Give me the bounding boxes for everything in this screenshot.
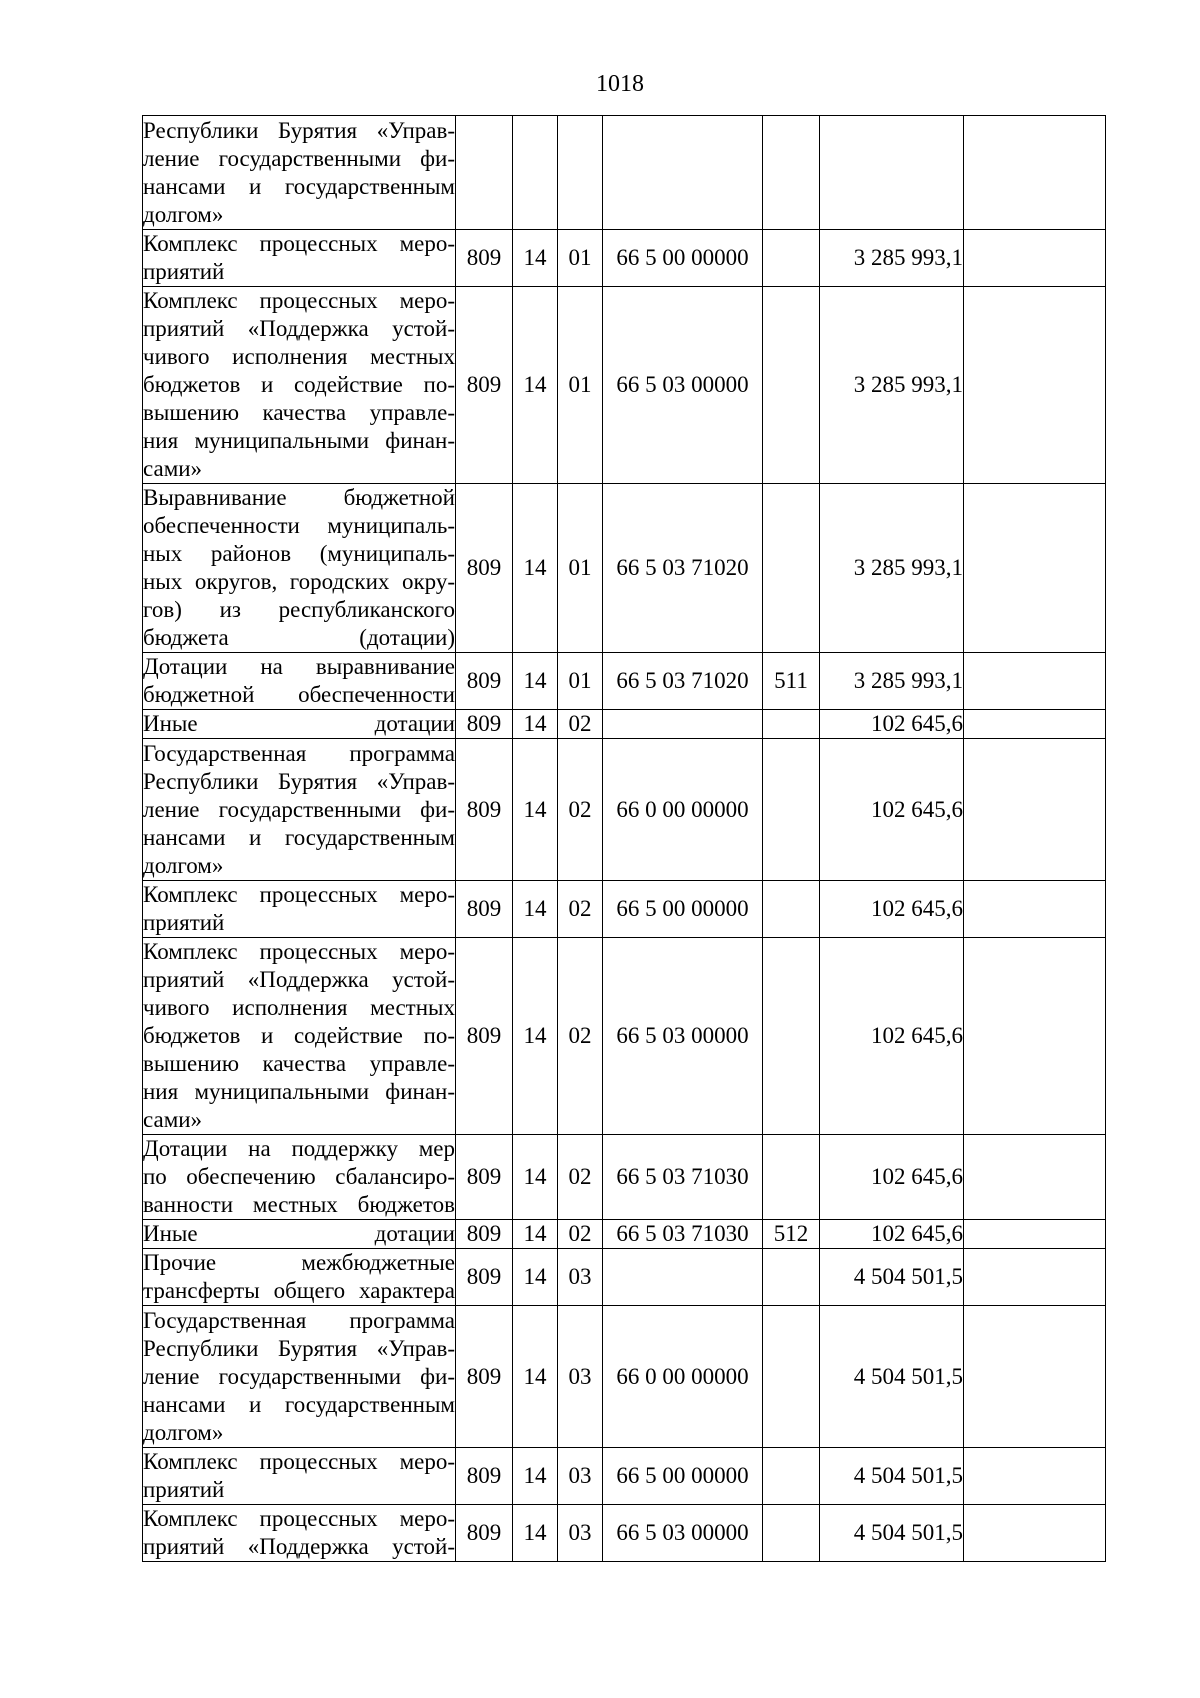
- row-extra: [964, 230, 1106, 287]
- row-csr: [603, 1249, 763, 1306]
- row-vr: [763, 881, 820, 938]
- row-sum: 4 504 501,5: [820, 1505, 964, 1562]
- row-rz: 14: [513, 710, 558, 739]
- row-extra: [964, 287, 1106, 484]
- row-name: Выравнивание бюджетной обеспеченности муниципаль- ных районов (муниципаль- ных округов, городских окру- гов) из республиканского бюджета (дотации): [143, 484, 456, 653]
- row-pr: 02: [558, 710, 603, 739]
- row-csr: 66 5 03 71020: [603, 484, 763, 653]
- row-gr: 809: [456, 1220, 513, 1249]
- row-name: Государственная программа Республики Бурятия «Управ- ление государственными фи- нансами и государственным долгом»: [143, 739, 456, 881]
- row-csr: [603, 710, 763, 739]
- row-rz: 14: [513, 653, 558, 710]
- row-vr: [763, 1249, 820, 1306]
- row-gr: 809: [456, 653, 513, 710]
- row-pr: 02: [558, 1220, 603, 1249]
- table-row: [143, 1249, 1106, 1306]
- row-name: Дотации на поддержку мер по обеспечению сбалансиро- ванности местных бюджетов: [143, 1135, 456, 1220]
- row-extra: [964, 1220, 1106, 1249]
- row-extra: [964, 1448, 1106, 1505]
- row-vr: [763, 1505, 820, 1562]
- table-row: [143, 1220, 1106, 1249]
- row-gr: 809: [456, 230, 513, 287]
- row-pr: 02: [558, 938, 603, 1135]
- row-csr: 66 5 00 00000: [603, 230, 763, 287]
- row-csr: 66 5 00 00000: [603, 881, 763, 938]
- row-pr: 03: [558, 1306, 603, 1448]
- row-name: Государственная программа Республики Бурятия «Управ- ление государственными фи- нансами и государственным долгом»: [143, 1306, 456, 1448]
- row-pr: 01: [558, 653, 603, 710]
- row-sum: 102 645,6: [820, 710, 964, 739]
- row-extra: [964, 653, 1106, 710]
- row-name: Иные дотации: [143, 1220, 456, 1249]
- row-gr: 809: [456, 1249, 513, 1306]
- row-gr: [456, 116, 513, 230]
- row-rz: 14: [513, 1448, 558, 1505]
- row-csr: 66 5 03 00000: [603, 1505, 763, 1562]
- row-gr: 809: [456, 739, 513, 881]
- table-row: [143, 1448, 1106, 1505]
- table-row: [143, 484, 1106, 653]
- row-csr: 66 5 03 71030: [603, 1220, 763, 1249]
- row-rz: 14: [513, 1505, 558, 1562]
- row-csr: 66 5 03 71030: [603, 1135, 763, 1220]
- row-extra: [964, 1505, 1106, 1562]
- row-name: Республики Бурятия «Управ- ление государственными фи- нансами и государственным долгом»: [143, 116, 456, 230]
- row-rz: 14: [513, 1306, 558, 1448]
- row-name: Комплекс процессных меро- приятий: [143, 230, 456, 287]
- row-vr: [763, 1306, 820, 1448]
- row-rz: 14: [513, 230, 558, 287]
- row-csr: [603, 116, 763, 230]
- row-sum: 4 504 501,5: [820, 1448, 964, 1505]
- row-pr: 01: [558, 287, 603, 484]
- row-vr: [763, 1135, 820, 1220]
- row-gr: 809: [456, 881, 513, 938]
- table-row: [143, 653, 1106, 710]
- row-name: Комплекс процессных меро- приятий «Поддержка устой- чивого исполнения местных бюджетов и содействие по- вышению качества управле- ния муниципальными финан- сами»: [143, 938, 456, 1135]
- row-vr: [763, 116, 820, 230]
- row-vr: [763, 710, 820, 739]
- row-csr: 66 0 00 00000: [603, 739, 763, 881]
- row-extra: [964, 1249, 1106, 1306]
- row-gr: 809: [456, 1306, 513, 1448]
- row-gr: 809: [456, 1505, 513, 1562]
- row-vr: 512: [763, 1220, 820, 1249]
- row-sum: 3 285 993,1: [820, 287, 964, 484]
- row-vr: [763, 230, 820, 287]
- row-sum: [820, 116, 964, 230]
- row-vr: [763, 287, 820, 484]
- table-row: [143, 1135, 1106, 1220]
- row-extra: [964, 484, 1106, 653]
- row-sum: 102 645,6: [820, 881, 964, 938]
- row-extra: [964, 1135, 1106, 1220]
- page-number: 1018: [596, 71, 644, 97]
- row-rz: 14: [513, 484, 558, 653]
- row-pr: 03: [558, 1448, 603, 1505]
- row-sum: 4 504 501,5: [820, 1306, 964, 1448]
- row-extra: [964, 1306, 1106, 1448]
- row-name: Комплекс процессных меро- приятий: [143, 881, 456, 938]
- row-pr: 01: [558, 484, 603, 653]
- row-csr: 66 5 03 00000: [603, 938, 763, 1135]
- table-row: [143, 710, 1106, 739]
- table-row: [143, 116, 1106, 230]
- row-sum: 102 645,6: [820, 739, 964, 881]
- row-sum: 3 285 993,1: [820, 653, 964, 710]
- row-gr: 809: [456, 710, 513, 739]
- row-extra: [964, 710, 1106, 739]
- row-extra: [964, 739, 1106, 881]
- row-pr: 02: [558, 739, 603, 881]
- row-rz: 14: [513, 1220, 558, 1249]
- row-pr: 02: [558, 881, 603, 938]
- row-vr: [763, 938, 820, 1135]
- table-row: [143, 230, 1106, 287]
- row-rz: 14: [513, 938, 558, 1135]
- row-gr: 809: [456, 938, 513, 1135]
- table-row: [143, 938, 1106, 1135]
- row-pr: [558, 116, 603, 230]
- table-row: [143, 739, 1106, 881]
- row-pr: 03: [558, 1249, 603, 1306]
- row-extra: [964, 881, 1106, 938]
- row-rz: 14: [513, 881, 558, 938]
- row-rz: [513, 116, 558, 230]
- row-sum: 3 285 993,1: [820, 230, 964, 287]
- row-csr: 66 5 00 00000: [603, 1448, 763, 1505]
- row-rz: 14: [513, 1249, 558, 1306]
- row-gr: 809: [456, 484, 513, 653]
- budget-table: [142, 115, 1106, 1562]
- row-name: Комплекс процессных меро- приятий: [143, 1448, 456, 1505]
- row-vr: [763, 484, 820, 653]
- row-name: Прочие межбюджетные трансферты общего характера: [143, 1249, 456, 1306]
- row-extra: [964, 116, 1106, 230]
- row-sum: 102 645,6: [820, 1135, 964, 1220]
- row-name: Комплекс процессных меро- приятий «Поддержка устой- чивого исполнения местных бюджетов и содействие по- вышению качества управле- ния муниципальными финан- сами»: [143, 287, 456, 484]
- row-gr: 809: [456, 1448, 513, 1505]
- row-sum: 4 504 501,5: [820, 1249, 964, 1306]
- table-row: [143, 287, 1106, 484]
- row-name: Дотации на выравнивание бюджетной обеспеченности: [143, 653, 456, 710]
- row-rz: 14: [513, 739, 558, 881]
- row-vr: [763, 739, 820, 881]
- row-pr: 02: [558, 1135, 603, 1220]
- row-gr: 809: [456, 287, 513, 484]
- row-rz: 14: [513, 1135, 558, 1220]
- row-sum: 3 285 993,1: [820, 484, 964, 653]
- row-vr: 511: [763, 653, 820, 710]
- row-sum: 102 645,6: [820, 938, 964, 1135]
- row-name: Иные дотации: [143, 710, 456, 739]
- row-gr: 809: [456, 1135, 513, 1220]
- table-row: [143, 1505, 1106, 1562]
- row-name: Комплекс процессных меро- приятий «Поддержка устой-: [143, 1505, 456, 1562]
- row-csr: 66 5 03 00000: [603, 287, 763, 484]
- row-vr: [763, 1448, 820, 1505]
- table-row: [143, 881, 1106, 938]
- row-csr: 66 5 03 71020: [603, 653, 763, 710]
- table-row: [143, 1306, 1106, 1448]
- row-rz: 14: [513, 287, 558, 484]
- row-pr: 01: [558, 230, 603, 287]
- row-extra: [964, 938, 1106, 1135]
- row-csr: 66 0 00 00000: [603, 1306, 763, 1448]
- row-pr: 03: [558, 1505, 603, 1562]
- row-sum: 102 645,6: [820, 1220, 964, 1249]
